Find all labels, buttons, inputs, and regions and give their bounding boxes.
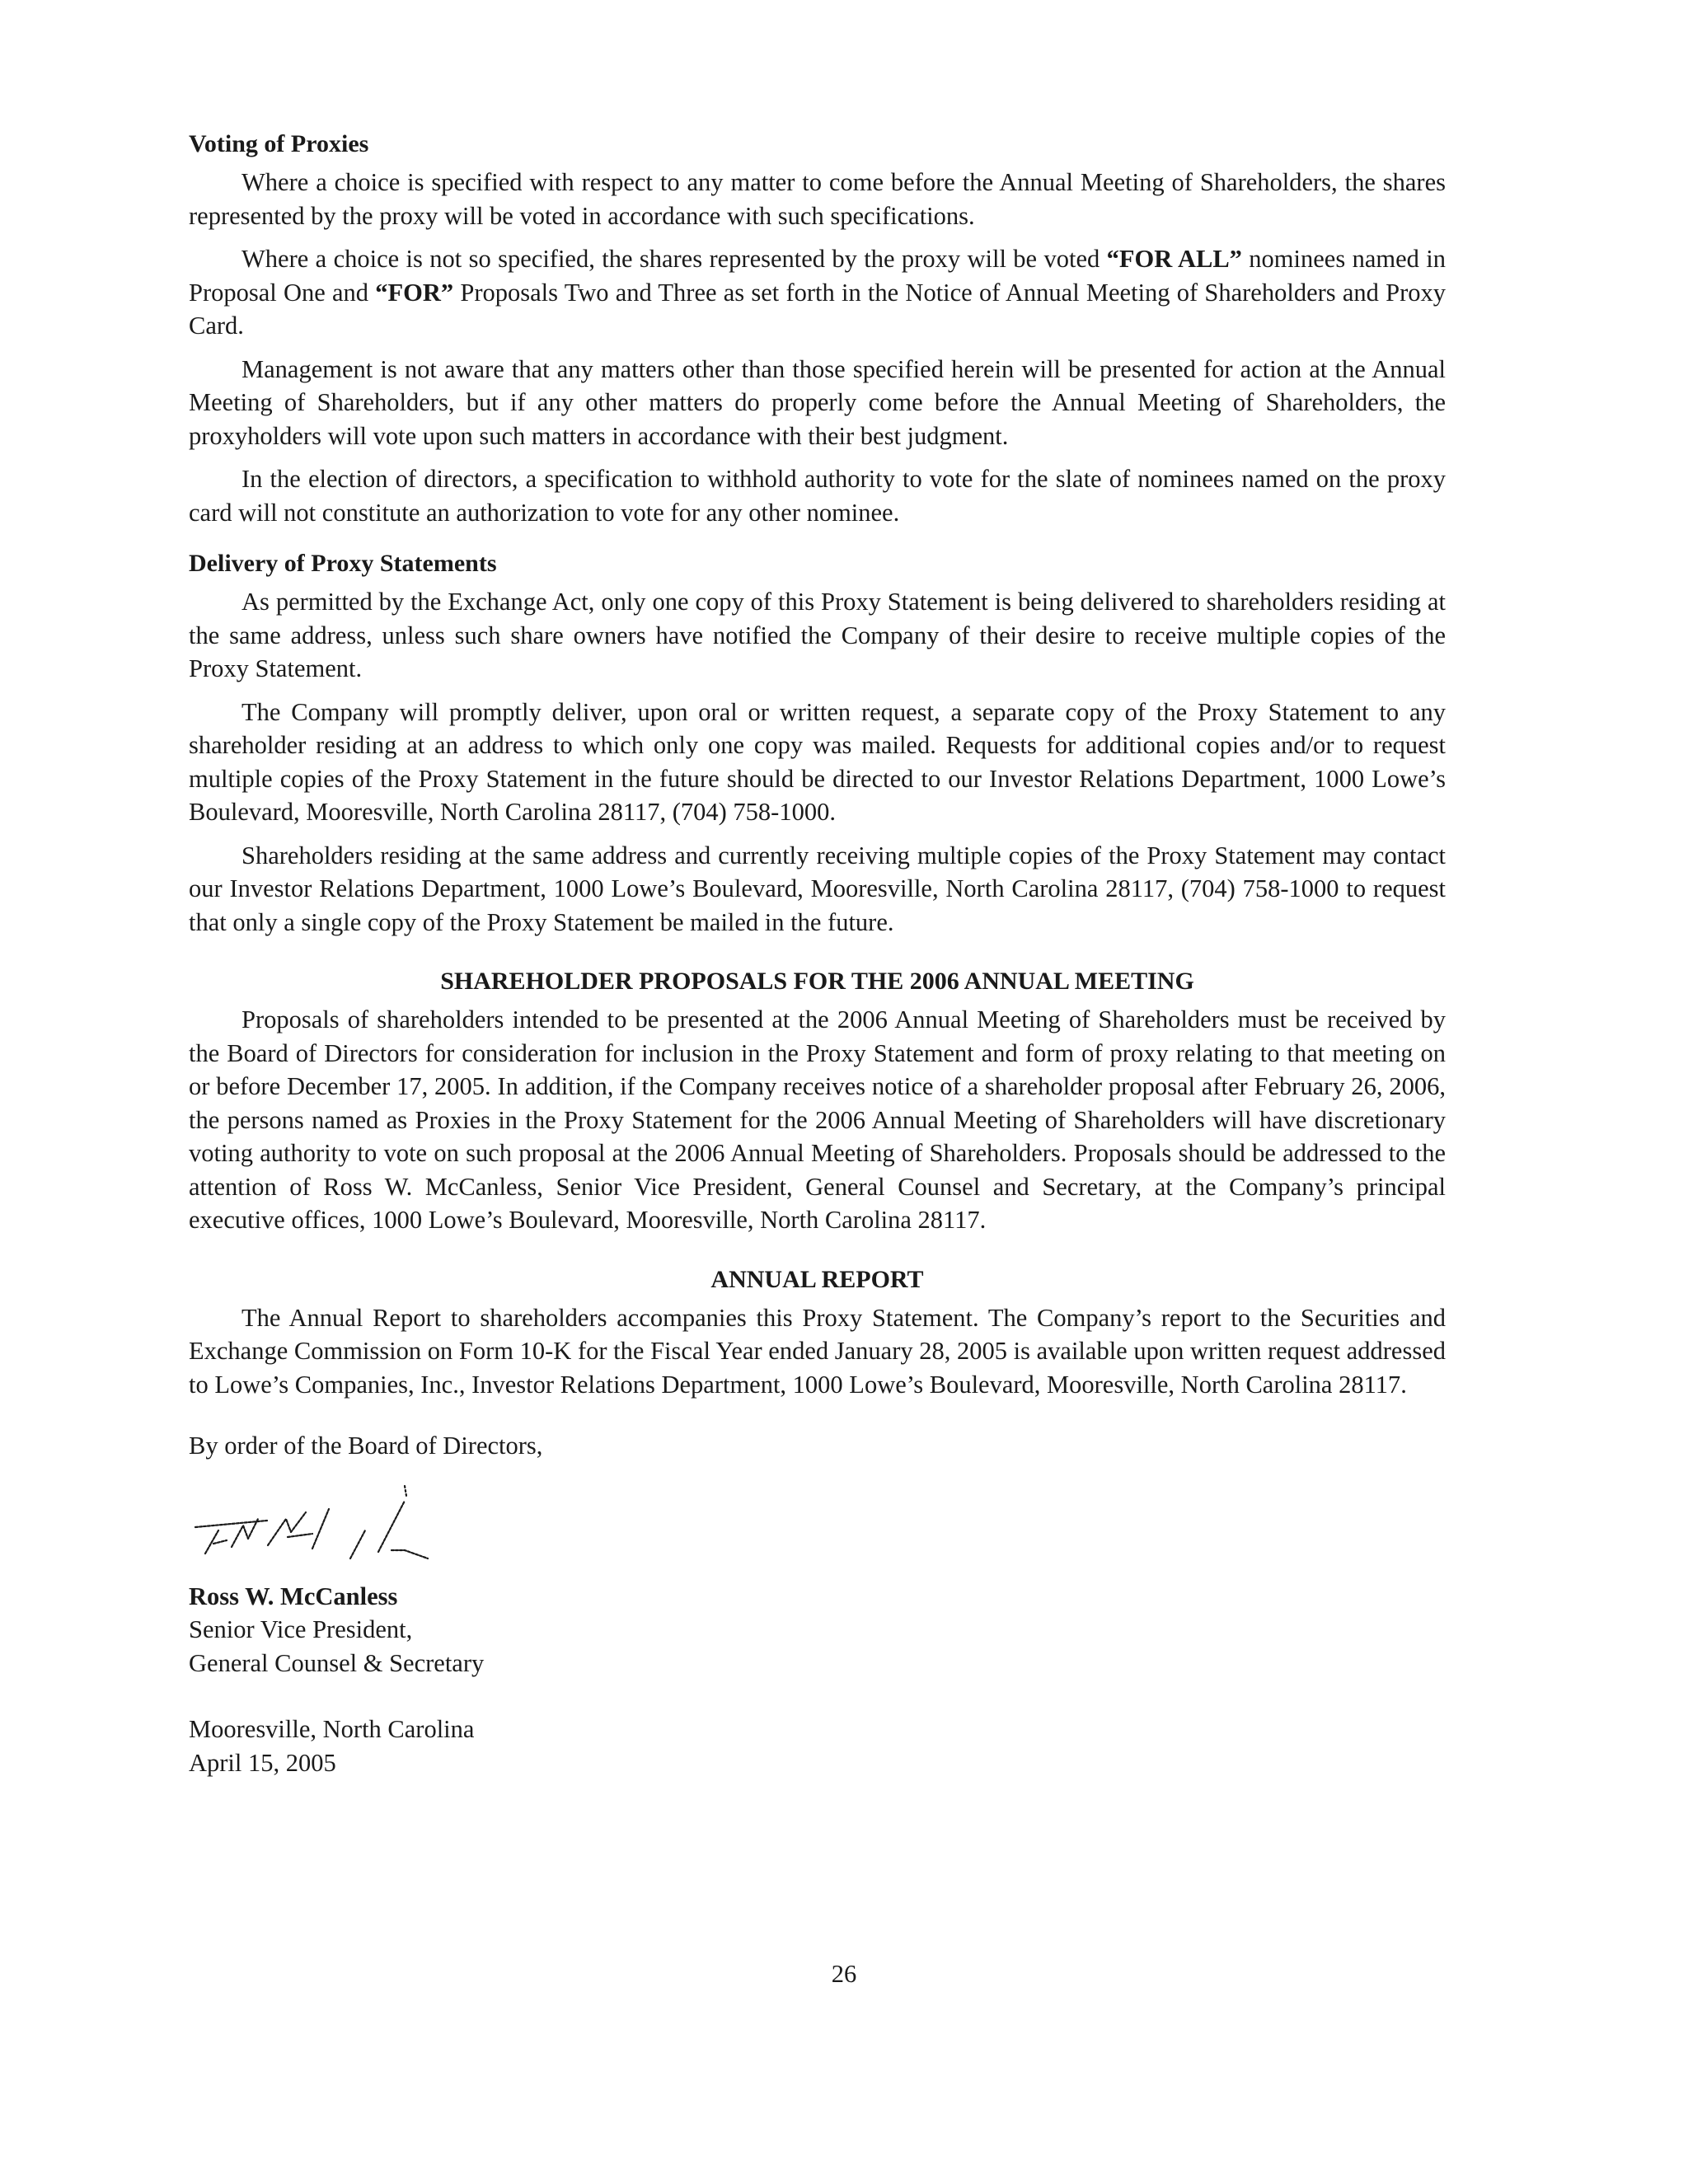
delivery-paragraph-2: The Company will promptly deliver, upon oral or written request, a separate copy of the Proxy Statement to any shareholder residing at an address to which only one copy was mailed. Requests for additional copies and/or to request multiple copies of the Proxy Statement in the future should be directed to our Investor Relations Department, 1000 Lowe’s Boulevard, Mooresville, North Carolina 28117, (704) 758-1000. [189,697,1446,826]
voting-p2-text-a: Where a choice is not so specified, the shares represented by the proxy will be voted [241,245,1107,273]
place: Mooresville, North Carolina [189,1715,475,1743]
page-number: 26 [831,1960,857,1988]
voting-p2-text-b: nominees named in Proposal One and [189,245,1446,307]
place-date-block [189,1713,1446,1779]
signer-name: Ross W. McCanless [189,1582,398,1610]
annual-report-paragraph: The Annual Report to shareholders accompanies this Proxy Statement. The Company’s report to the Securities and Exchange Commission on Form 10-K for the Fiscal Year ended January 28, 2005 is available upon written request addressed to Lowe’s Companies, Inc., Investor Relations Department, 1000 Lowe’s Boulevard, Mooresville, North Carolina 28117. [189,1303,1446,1399]
voting-paragraph-3: Management is not aware that any matters other than those specified herein will be presented for action at the Annual Meeting of Shareholders, but if any other matters do properly come before the Annual Meeting of Shareholders, the proxyholders will vote upon such matters in accordance with their best judgment. [189,354,1446,450]
voting-heading: Voting of Proxies [189,130,369,157]
voting-p2-for-all: “FOR ALL” [1106,245,1242,273]
voting-p2-for: “FOR” [375,278,454,307]
voting-paragraph-4: In the election of directors, a specification to withhold authority to vote for the slate of nominees named on the proxy card will not constitute an authorization to vote for any other nominee. [189,465,1446,527]
date: April 15, 2005 [189,1748,336,1777]
voting-paragraph-1: Where a choice is specified with respect to any matter to come before the Annual Meeting of Shareholders, the shares represented by the proxy will be voted in accordance with such specifications. [189,168,1446,230]
document-page [189,128,1446,1779]
voting-paragraph-2 [189,242,1446,343]
signer-title-2: General Counsel & Secretary [189,1648,485,1677]
delivery-paragraph-1: As permitted by the Exchange Act, only one copy of this Proxy Statement is being delivered to shareholders residing at the same address, unless such share owners have notified the Company of their desire to receive multiple copies of the Proxy Statement. [189,588,1446,682]
signer-title-1: Senior Vice President, [189,1615,413,1643]
annual-report-heading: ANNUAL REPORT [710,1265,924,1293]
proposals-paragraph: Proposals of shareholders intended to be presented at the 2006 Annual Meeting of Shareholders must be received by the Board of Directors for consideration for inclusion in the Proxy Statement and form of proxy relating to that meeting on or before December 17, 2005. In addition, if the Company receives notice of a shareholder proposal after February 26, 2006, the persons named as Proxies in the Proxy Statement for the 2006 Annual Meeting of Shareholders will have discretionary voting authority to vote on such proposal at the 2006 Annual Meeting of Shareholders. Proposals should be addressed to the attention of Ross W. McCanless, Senior Vice President, General Counsel and Secretary, at the Company’s principal executive offices, 1000 Lowe’s Boulevard, Mooresville, North Carolina 28117. [189,1005,1446,1234]
closing-salutation: By order of the Board of Directors, [189,1432,543,1460]
delivery-heading: Delivery of Proxy Statements [189,550,497,577]
proposals-heading: SHAREHOLDER PROPOSALS FOR THE 2006 ANNUAL MEETING [440,968,1194,995]
signature-image [189,1484,502,1575]
delivery-paragraph-3: Shareholders residing at the same address and currently receiving multiple copies of the Proxy Statement may contact our Investor Relations Department, 1000 Lowe’s Boulevard, Mooresville, North Carolina 28117, (704) 758-1000 to request that only a single copy of the Proxy Statement be mailed in the future. [189,841,1446,936]
voting-p2-text-c: Proposals Two and Three as set forth in the Notice of Annual Meeting of Shareholders and Proxy Card. [189,278,1446,340]
